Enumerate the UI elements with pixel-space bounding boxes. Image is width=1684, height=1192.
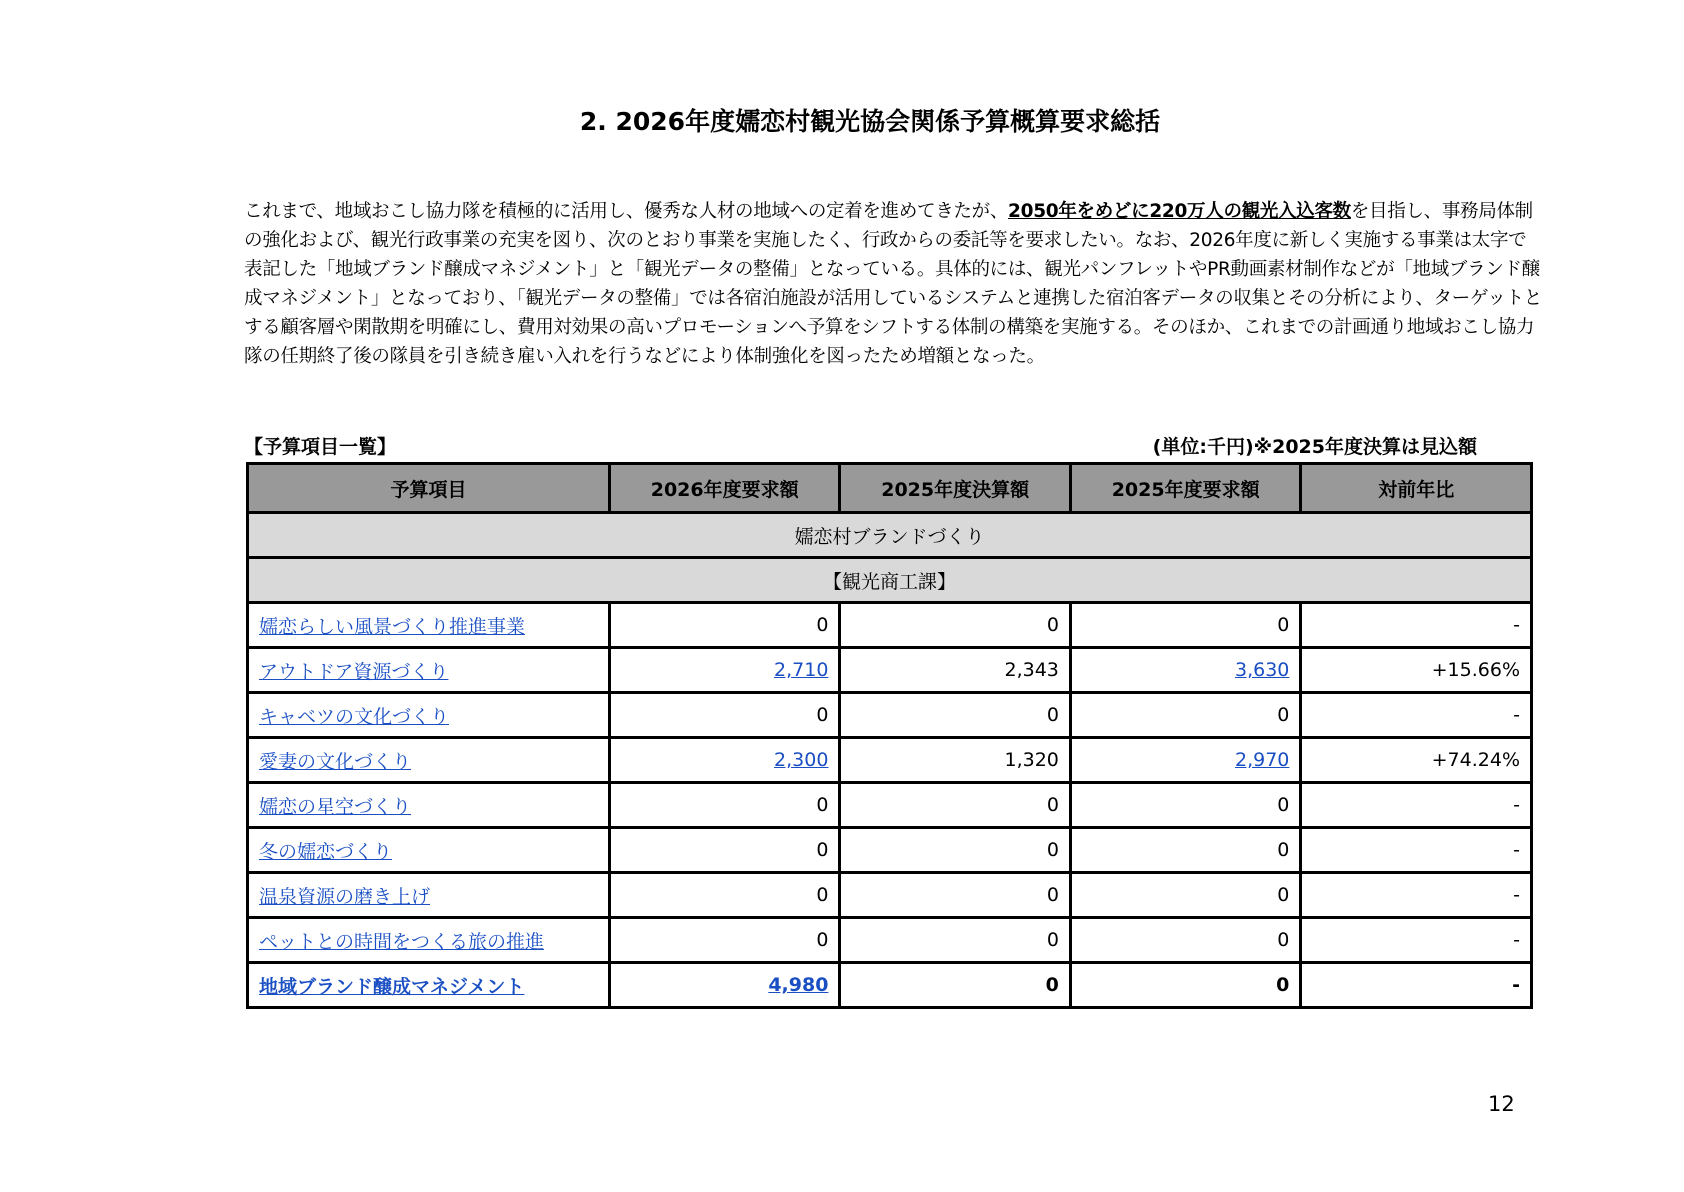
req2026-cell [609, 963, 840, 1008]
cell-link[interactable]: 4,980 [768, 974, 829, 996]
cell-link[interactable]: 2,970 [1234, 749, 1290, 771]
cell-link[interactable]: キャベツの文化づくり [259, 705, 450, 728]
table-row [248, 693, 1532, 738]
req2025-cell [1070, 738, 1300, 783]
value: 0 [1277, 929, 1290, 951]
cell-link[interactable]: 2,710 [774, 659, 829, 681]
unit-note: (単位:千円)※2025年度決算は見込額 [1152, 436, 1477, 458]
item-name [248, 693, 610, 738]
cell-link[interactable]: 愛妻の文化づくり [259, 750, 412, 773]
table-row [248, 963, 1532, 1008]
table-row [248, 603, 1532, 648]
act2025-cell: 0 [840, 783, 1070, 828]
req2026-cell [609, 738, 840, 783]
ratio-cell: - [1301, 783, 1532, 828]
cell-link[interactable]: アウトドア資源づくり [259, 660, 449, 683]
cell-link[interactable]: 2,300 [774, 749, 829, 771]
item-name [248, 783, 610, 828]
value: 0 [1277, 614, 1290, 636]
req2026-cell [609, 693, 840, 738]
page-title: 2. 2026年度嬬恋村観光協会関係予算概算要求総括 [579, 107, 1161, 136]
col-header-ratio: 対前年比 [1301, 464, 1532, 513]
item-name [248, 738, 610, 783]
req2025-cell [1070, 648, 1300, 693]
ratio-cell: +15.66% [1301, 648, 1532, 693]
department-title: 【観光商工課】 [248, 558, 1532, 603]
table-label: 【予算項目一覧】 [244, 436, 397, 458]
cell-link[interactable]: 冬の嬬恋づくり [259, 840, 393, 863]
para-text-2: を目指し、事務局体制の強化および、観光行政事業の充実を図り、次のとおり事業を実施したく、行政からの委託等を要求したい。なお、2026年度に新しく実施する事業は太字で表記した「地域ブランド醸成マネジメント」と「観光データの整備」となっている。具体的には、観光パンフレットやPR動画素材制作などが「地域ブランド醸成マネジメント」となっており、「観光データの整備」では各宿泊施設が活用しているシステムと連携した宿泊客データの収集とその分析により、ターゲットとする顧客層や閑散期を明確にし、費用対効果の高いプロモーションへ予算をシフトする体制の構築を実施する。そのほか、これまでの計画通り地域おこし協力隊の任期終了後の隊員を引き続き雇い入れを行うなどにより体制強化を図ったため増額となった。 [244, 201, 1543, 367]
act2025-cell: 2,343 [840, 648, 1070, 693]
act2025-cell: 0 [840, 873, 1070, 918]
value: 0 [1277, 839, 1290, 861]
value: 0 [1277, 794, 1290, 816]
group-row [248, 513, 1532, 558]
header-row [248, 464, 1532, 513]
table-row [248, 783, 1532, 828]
table-row [248, 828, 1532, 873]
ratio-cell: - [1301, 693, 1532, 738]
item-name [248, 918, 610, 963]
cell-link[interactable]: 3,630 [1234, 659, 1290, 681]
item-name [248, 828, 610, 873]
req2025-cell [1070, 918, 1300, 963]
ratio-cell: - [1301, 873, 1532, 918]
act2025-cell: 0 [840, 963, 1070, 1008]
req2025-cell [1070, 828, 1300, 873]
value: 0 [1276, 974, 1290, 996]
item-name [248, 648, 610, 693]
ratio-cell: - [1301, 603, 1532, 648]
req2025-cell [1070, 783, 1300, 828]
value: 0 [816, 839, 829, 861]
para-text-1: これまで、地域おこし協力隊を積極的に活用し、優秀な人材の地域への定着を進めてきたが、 [244, 201, 1009, 222]
ratio-cell: - [1301, 918, 1532, 963]
req2025-cell [1070, 603, 1300, 648]
ratio-cell: - [1301, 828, 1532, 873]
value: 0 [816, 884, 829, 906]
value: 0 [1277, 884, 1290, 906]
value: 0 [816, 704, 829, 726]
req2026-cell [609, 603, 840, 648]
group-title: 嬬恋村ブランドづくり [248, 513, 1532, 558]
act2025-cell: 0 [840, 693, 1070, 738]
para-emphasis: 2050年をめどに220万人の観光入込客数 [1008, 201, 1351, 222]
act2025-cell: 1,320 [840, 738, 1070, 783]
req2025-cell [1070, 693, 1300, 738]
col-header-act2025: 2025年度決算額 [840, 464, 1070, 513]
cell-link[interactable]: 嬬恋らしい風景づくり推進事業 [259, 615, 526, 638]
cell-link[interactable]: 温泉資源の磨き上げ [259, 885, 431, 908]
act2025-cell: 0 [840, 828, 1070, 873]
col-header-item: 予算項目 [248, 464, 610, 513]
item-name [248, 963, 610, 1008]
cell-link[interactable]: ペットとの時間をつくる旅の推進 [259, 930, 545, 953]
ratio-cell: +74.24% [1301, 738, 1532, 783]
value: 0 [1277, 704, 1290, 726]
req2025-cell [1070, 963, 1300, 1008]
group-row [248, 558, 1532, 603]
value: 0 [816, 929, 829, 951]
req2025-cell [1070, 873, 1300, 918]
ratio-cell: - [1301, 963, 1532, 1008]
table-row [248, 873, 1532, 918]
item-name [248, 603, 610, 648]
budget-table [246, 462, 1533, 1009]
act2025-cell: 0 [840, 603, 1070, 648]
item-name [248, 873, 610, 918]
table-row [248, 648, 1532, 693]
table-row [248, 918, 1532, 963]
req2026-cell [609, 828, 840, 873]
table-row [248, 738, 1532, 783]
cell-link[interactable]: 地域ブランド醸成マネジメント [259, 975, 525, 998]
req2026-cell [609, 873, 840, 918]
value: 0 [816, 794, 829, 816]
col-header-req2025: 2025年度要求額 [1070, 464, 1300, 513]
col-header-req2026: 2026年度要求額 [609, 464, 840, 513]
intro-paragraph [244, 197, 1544, 371]
page-number: 12 [1488, 1092, 1515, 1116]
value: 0 [816, 614, 829, 636]
act2025-cell: 0 [840, 918, 1070, 963]
req2026-cell [609, 648, 840, 693]
req2026-cell [609, 918, 840, 963]
cell-link[interactable]: 嬬恋の星空づくり [259, 795, 412, 818]
req2026-cell [609, 783, 840, 828]
